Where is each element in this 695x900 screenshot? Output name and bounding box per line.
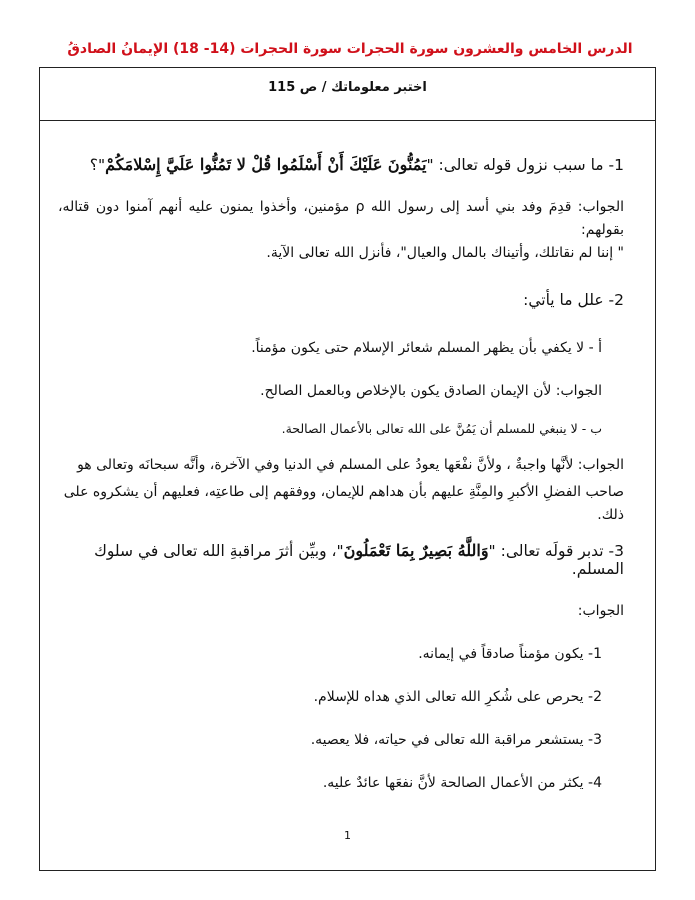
answer-2b-line-2: صاحب الفضلِ الأكبرِ والمِنَّةِ عليهم بأن هداهم للإيمان، ووفقهم إلى طاعتِه، فعليهم أن يشكروه على xyxy=(63,484,624,500)
question-1-prefix: 1- ما سبب نزول قوله تعالى: " xyxy=(426,156,624,174)
question-1-verse: يَمُنُّونَ عَلَيْكَ أَنْ أَسْلَمُوا قُلْ لا تَمُنُّوا عَلَيَّ إِسْلامَكُمْ xyxy=(105,155,427,174)
answer-3-label: الجواب: xyxy=(577,603,624,619)
answer-3-item: 1- يكون مؤمناً صادقاً في إيمانه. xyxy=(418,646,602,662)
answer-1-line-2: " إننا لم نقاتلك، وأتيناك بالمال والعيال"، فأنزل الله تعالى الآية. xyxy=(266,245,624,261)
section-header: اختبر معلوماتك / ص 115 xyxy=(268,80,427,95)
question-2-title: 2- علل ما يأتي: xyxy=(523,291,624,309)
question-1 xyxy=(58,155,624,174)
answer-1-line-1: الجواب: قدِمَ وفد بني أسد إلى رسول الله ρ مؤمنين، وأخذوا يمنون عليه أنهم آمنوا دون قتاله، بقولهم: xyxy=(58,199,624,238)
question-3-verse: وَاللَّهُ بَصِيرٌ بِمَا تَعْمَلُونَ xyxy=(343,541,489,560)
content-body xyxy=(58,155,624,795)
lesson-title: الدرس الخامس والعشرون سورة الحجرات سورة الحجرات (14- 18) الإيمانُ الصادقُ xyxy=(67,41,633,57)
answer-3-item: 2- يحرص على شُكرِ الله تعالى الذي هداه للإسلام. xyxy=(313,689,602,705)
page-number: 1 xyxy=(344,829,351,842)
answer-3-item: 3- يستشعر مراقبة الله تعالى في حياته، فلا يعصيه. xyxy=(310,732,602,748)
question-3 xyxy=(58,541,624,578)
answer-2a: الجواب: لأن الإيمان الصادق يكون بالإخلاص وبالعمل الصالح. xyxy=(260,383,602,399)
question-1-suffix: "؟ xyxy=(89,156,106,174)
answer-2b-line-3: ذلك. xyxy=(597,507,624,523)
question-3-suffix: "، وبيِّن أثرَ مراقبةِ الله تعالى في سلوك المسلم. xyxy=(94,542,624,578)
question-2a: أ - لا يكفي بأن يظهر المسلم شعائر الإسلام حتى يكون مؤمناً. xyxy=(251,340,602,356)
answer-3-item: 4- يكثر من الأعمال الصالحة لأنَّ نفعَها عائدٌ عليه. xyxy=(322,775,602,791)
question-2b: ب - لا ينبغي للمسلم أن يَمُنَّ على الله تعالى بالأعمال الصالحة. xyxy=(281,421,602,436)
question-3-prefix: 3- تدبر قولَه تعالى: " xyxy=(488,542,624,560)
answer-2b-line-1: الجواب: لأنَّها واجبةٌ ، ولأنَّ نفْعَها يعودُ على المسلم في الدنيا وفي الآخرة، وأنَّه سبحانَه وتعالى هو xyxy=(77,457,624,473)
